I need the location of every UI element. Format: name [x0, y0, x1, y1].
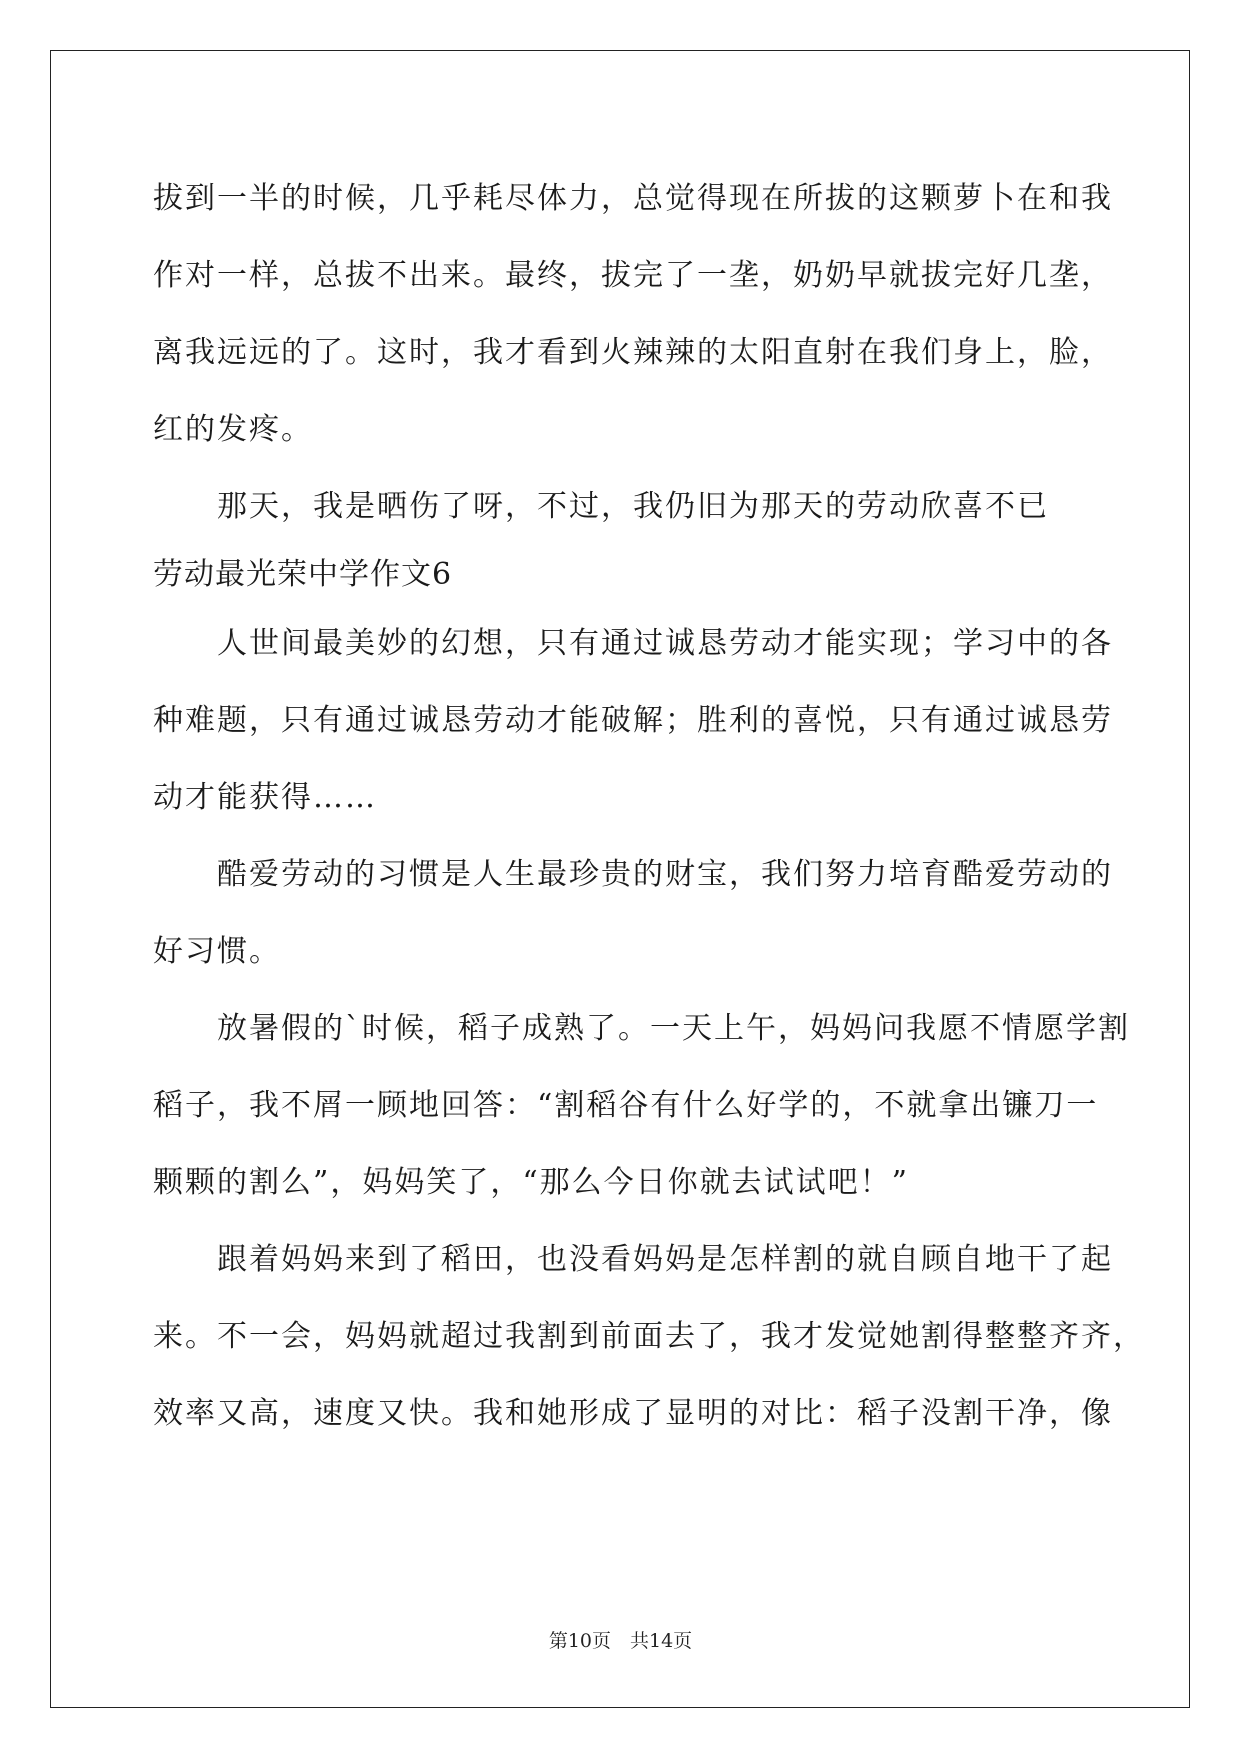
paragraph-start: 人世间最美妙的幻想，只有通过诚恳劳动才能实现；学习中的各: [217, 626, 1113, 661]
paragraph-start: 那天，我是晒伤了呀，不过，我仍旧为那天的劳动欣喜不已: [217, 489, 1049, 524]
text-line: 来。不一会，妈妈就超过我割到前面去了，我才发觉她割得整整齐齐，: [153, 1319, 1145, 1354]
text-line: 动才能获得……: [153, 780, 377, 815]
text-line: 稻子，我不屑一顾地回答：“割稻谷有什么好学的，不就拿出镰刀一: [153, 1088, 1099, 1123]
paragraph-start: 跟着妈妈来到了稻田，也没看妈妈是怎样割的就自顾自地干了起: [217, 1242, 1113, 1277]
text-line: 好习惯。: [153, 934, 281, 969]
paragraph-start: 酷爱劳动的习惯是人生最珍贵的财宝，我们努力培育酷爱劳动的: [217, 857, 1113, 892]
text-line: 拔到一半的时候，几乎耗尽体力，总觉得现在所拔的这颗萝卜在和我: [153, 181, 1113, 216]
document-body: [153, 160, 1145, 1452]
page-number: 第10页 共14页: [548, 1630, 693, 1652]
text-line: 种难题，只有通过诚恳劳动才能破解；胜利的喜悦，只有通过诚恳劳: [153, 703, 1113, 738]
text-line: 作对一样，总拔不出来。最终，拔完了一垄，奶奶早就拔完好几垄，: [153, 258, 1113, 293]
text-line: 颗颗的割么”，妈妈笑了，“那么今日你就去试试吧！”: [153, 1165, 910, 1200]
text-line: 效率又高，速度又快。我和她形成了显明的对比：稻子没割干净，像: [153, 1396, 1113, 1431]
section-heading: 劳动最光荣中学作文6: [153, 557, 453, 592]
text-line: 红的发疼。: [153, 412, 313, 447]
paragraph-start: 放暑假的`时候，稻子成熟了。一天上午，妈妈问我愿不情愿学割: [217, 1011, 1130, 1046]
text-line: 离我远远的了。这时，我才看到火辣辣的太阳直射在我们身上，脸，: [153, 335, 1113, 370]
